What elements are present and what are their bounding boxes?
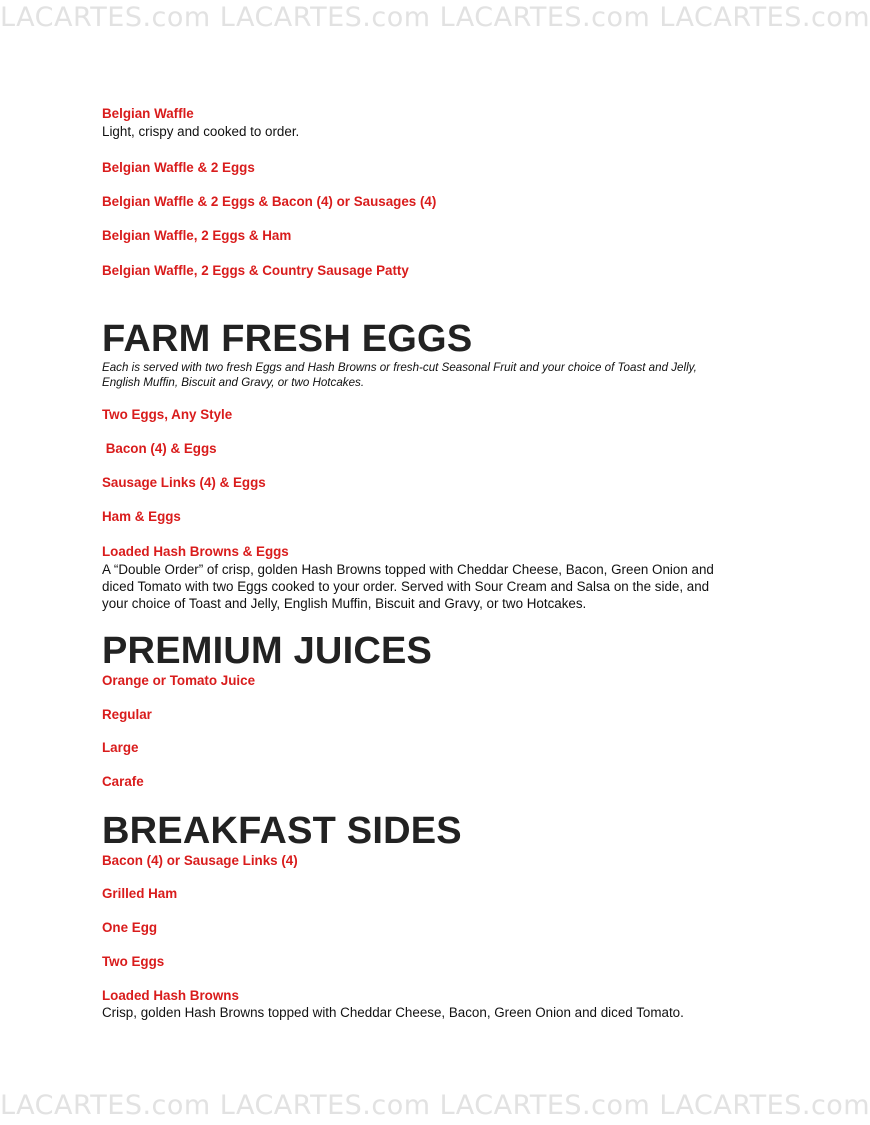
menu-item-two-eggs-side: Two Eggs [102,954,165,969]
menu-item-waffle-2-eggs: Belgian Waffle & 2 Eggs [102,160,255,175]
section-heading-farm-fresh-eggs: FARM FRESH EGGS [102,318,473,360]
menu-item-waffle-eggs-sausage-patty: Belgian Waffle, 2 Eggs & Country Sausage Patty [102,263,409,278]
menu-item-waffle-eggs-ham: Belgian Waffle, 2 Eggs & Ham [102,228,292,243]
menu-item-belgian-waffle: Belgian Waffle [102,106,194,121]
menu-item-bacon-eggs: Bacon (4) & Eggs [102,441,217,456]
menu-item-sausage-eggs: Sausage Links (4) & Eggs [102,475,266,490]
menu-item-loaded-hash-browns: Loaded Hash Browns [102,988,239,1003]
menu-item-waffle-eggs-bacon-sausages: Belgian Waffle & 2 Eggs & Bacon (4) or Sausages (4) [102,194,437,209]
menu-item-description: Crisp, golden Hash Browns topped with Cheddar Cheese, Bacon, Green Onion and diced Tomato. [102,1005,684,1020]
watermark-bottom: LACARTES.com LACARTES.com LACARTES.com LACARTES.com [0,1090,870,1121]
menu-item-grilled-ham: Grilled Ham [102,886,178,901]
menu-item-description: diced Tomato with two Eggs cooked to your order. Served with Sour Cream and Salsa on the side, and [102,579,710,594]
section-intro-line: Each is served with two fresh Eggs and Hash Browns or fresh-cut Seasonal Fruit and your choice of Toast and Jelly, [102,361,697,374]
menu-item-loaded-hash-browns-eggs: Loaded Hash Browns & Eggs [102,544,289,559]
menu-item-regular: Regular [102,707,152,722]
menu-item-description: your choice of Toast and Jelly, English Muffin, Biscuit and Gravy, or two Hotcakes. [102,596,587,611]
watermark-top: LACARTES.com LACARTES.com LACARTES.com LACARTES.com [0,2,870,33]
menu-item-one-egg: One Egg [102,920,158,935]
menu-item-orange-tomato-juice: Orange or Tomato Juice [102,673,256,688]
menu-item-description: Light, crispy and cooked to order. [102,124,300,139]
menu-item-bacon-or-sausage: Bacon (4) or Sausage Links (4) [102,853,298,868]
menu-item-two-eggs: Two Eggs, Any Style [102,407,233,422]
menu-item-large: Large [102,740,139,755]
section-intro-line: English Muffin, Biscuit and Gravy, or two Hotcakes. [102,376,365,389]
menu-item-carafe: Carafe [102,774,144,789]
section-heading-breakfast-sides: BREAKFAST SIDES [102,810,462,852]
menu-item-description: A “Double Order” of crisp, golden Hash Browns topped with Cheddar Cheese, Bacon, Green Onion and [102,562,714,577]
section-heading-premium-juices: PREMIUM JUICES [102,630,433,672]
menu-item-ham-eggs: Ham & Eggs [102,509,181,524]
